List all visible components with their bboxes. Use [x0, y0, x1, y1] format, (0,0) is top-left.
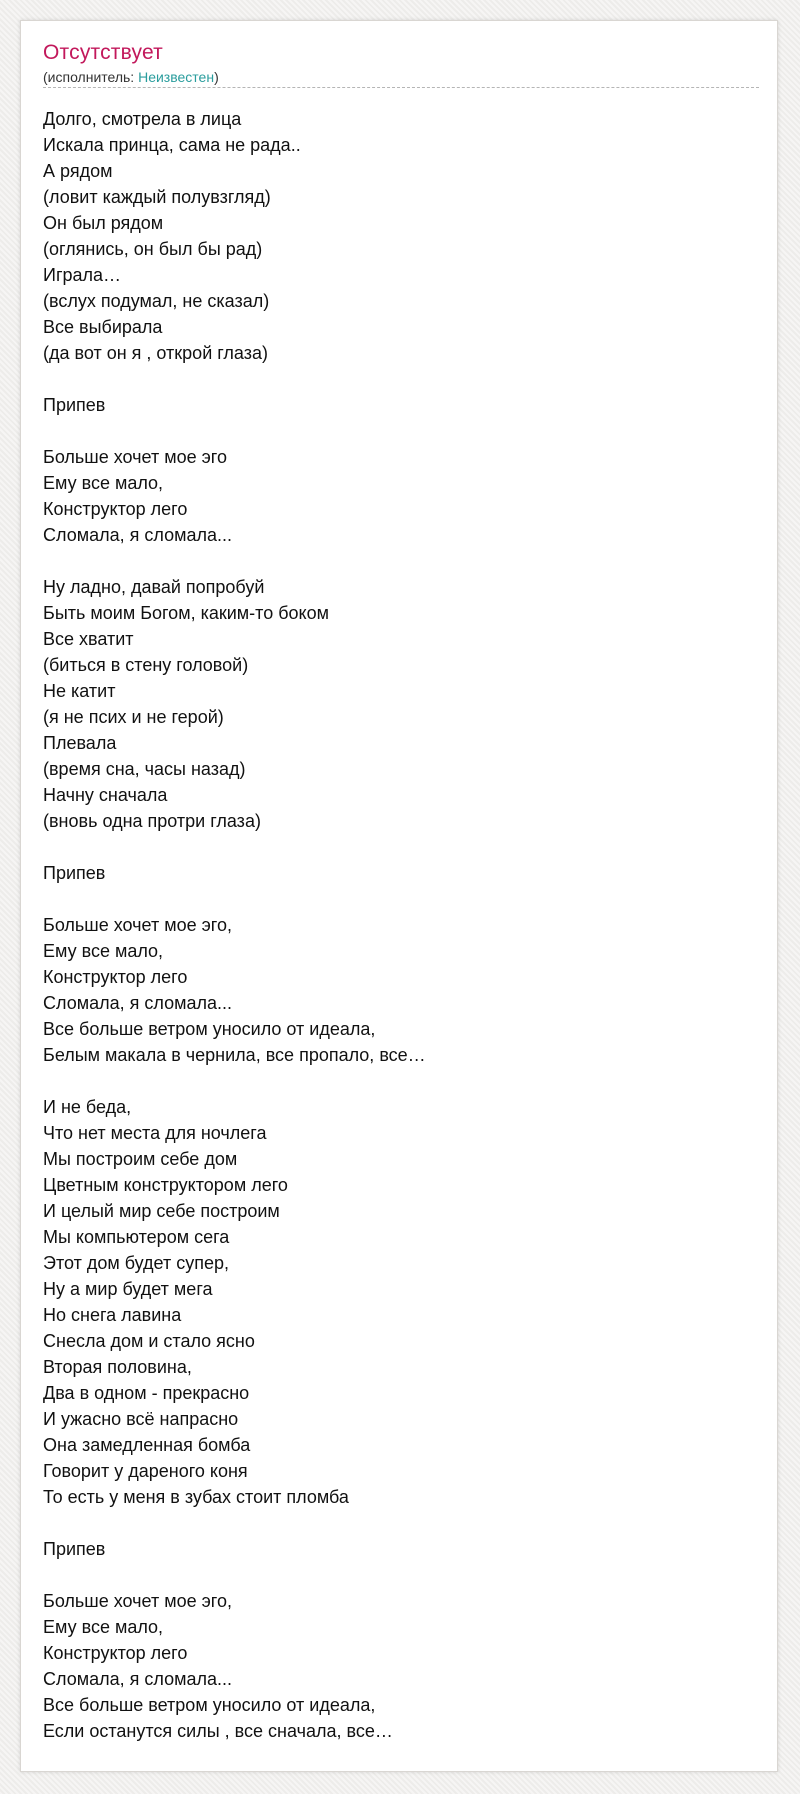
lyric-line: (время сна, часы назад) — [43, 759, 246, 779]
lyric-line: (да вот он я , открой глаза) — [43, 343, 268, 363]
lyric-line: Плевала — [43, 733, 117, 753]
lyric-line: Больше хочет мое эго, — [43, 915, 232, 935]
lyric-line: Больше хочет мое эго — [43, 447, 227, 467]
lyric-line: И ужасно всё напрасно — [43, 1409, 239, 1429]
lyric-line: (я не псих и не герой) — [43, 707, 224, 727]
artist-suffix: ) — [214, 69, 219, 85]
lyric-line: Говорит у дареного коня — [43, 1461, 248, 1481]
lyric-line: Ему все мало, — [43, 1617, 164, 1637]
lyric-line: То есть у меня в зубах стоит пломба — [43, 1487, 349, 1507]
lyric-blank-line — [43, 418, 759, 444]
lyric-line: Два в одном - прекрасно — [43, 1383, 250, 1403]
lyric-line: Снесла дом и стало ясно — [43, 1331, 255, 1351]
lyric-line: Не катит — [43, 681, 116, 701]
lyric-line: Быть моим Богом, каким-то боком — [43, 603, 329, 623]
artist-prefix: (исполнитель: — [43, 69, 139, 85]
lyric-line: Все больше ветром уносило от идеала, — [43, 1695, 376, 1715]
artist-link[interactable]: Неизвестен — [138, 69, 215, 85]
lyric-line: Сломала, я сломала... — [43, 525, 232, 545]
lyric-line: Припев — [43, 1539, 106, 1559]
lyric-line: Если останутся силы , все сначала, все… — [43, 1721, 393, 1741]
lyric-line: Но снега лавина — [43, 1305, 182, 1325]
song-title: Отсутствует — [43, 41, 163, 64]
lyric-line: Сломала, я сломала... — [43, 993, 232, 1013]
lyric-line: Конструктор лего — [43, 499, 188, 519]
lyric-line: Долго, смотрела в лица — [43, 109, 242, 129]
lyric-blank-line — [43, 834, 759, 860]
lyric-line: Вторая половина, — [43, 1357, 192, 1377]
lyric-line: Ну а мир будет мега — [43, 1279, 213, 1299]
lyric-line: Все хватит — [43, 629, 134, 649]
lyric-line: Белым макала в чернила, все пропало, все… — [43, 1045, 426, 1065]
lyric-line: (биться в стену головой) — [43, 655, 249, 675]
lyric-line: (оглянись, он был бы рад) — [43, 239, 263, 259]
lyric-line: Начну сначала — [43, 785, 168, 805]
lyric-line: (ловит каждый полувзгляд) — [43, 187, 271, 207]
lyric-line: Он был рядом — [43, 213, 164, 233]
lyric-line: Мы компьютером сега — [43, 1227, 230, 1247]
lyric-blank-line — [43, 1562, 759, 1588]
lyric-blank-line — [43, 886, 759, 912]
lyric-line: Искала принца, сама не рада.. — [43, 135, 301, 155]
lyric-line: Ему все мало, — [43, 473, 164, 493]
lyric-line: Цветным конструктором лего — [43, 1175, 288, 1195]
lyric-blank-line — [43, 548, 759, 574]
lyric-line: Все больше ветром уносило от идеала, — [43, 1019, 376, 1039]
lyric-line: Все выбирала — [43, 317, 163, 337]
lyric-line: Ну ладно, давай попробуй — [43, 577, 265, 597]
lyrics-text — [43, 106, 759, 1744]
lyric-line: Сломала, я сломала... — [43, 1669, 232, 1689]
lyric-line: А рядом — [43, 161, 113, 181]
artist-line — [43, 68, 759, 88]
lyric-line: Играла… — [43, 265, 122, 285]
song-header — [43, 41, 759, 88]
lyric-line: Что нет места для ночлега — [43, 1123, 267, 1143]
lyric-line: И не беда, — [43, 1097, 132, 1117]
lyric-line: Мы построим себе дом — [43, 1149, 238, 1169]
lyric-line: Ему все мало, — [43, 941, 164, 961]
lyric-line: Конструктор лего — [43, 967, 188, 987]
lyric-blank-line — [43, 1510, 759, 1536]
lyrics-card — [20, 20, 778, 1772]
lyric-blank-line — [43, 366, 759, 392]
lyric-line: Конструктор лего — [43, 1643, 188, 1663]
lyric-blank-line — [43, 1068, 759, 1094]
lyric-line: Припев — [43, 863, 106, 883]
lyric-line: Припев — [43, 395, 106, 415]
lyric-line: И целый мир себе построим — [43, 1201, 280, 1221]
lyric-line: Этот дом будет супер, — [43, 1253, 229, 1273]
lyric-line: Она замедленная бомба — [43, 1435, 251, 1455]
lyric-line: (вслух подумал, не сказал) — [43, 291, 270, 311]
lyric-line: (вновь одна протри глаза) — [43, 811, 261, 831]
lyric-line: Больше хочет мое эго, — [43, 1591, 232, 1611]
